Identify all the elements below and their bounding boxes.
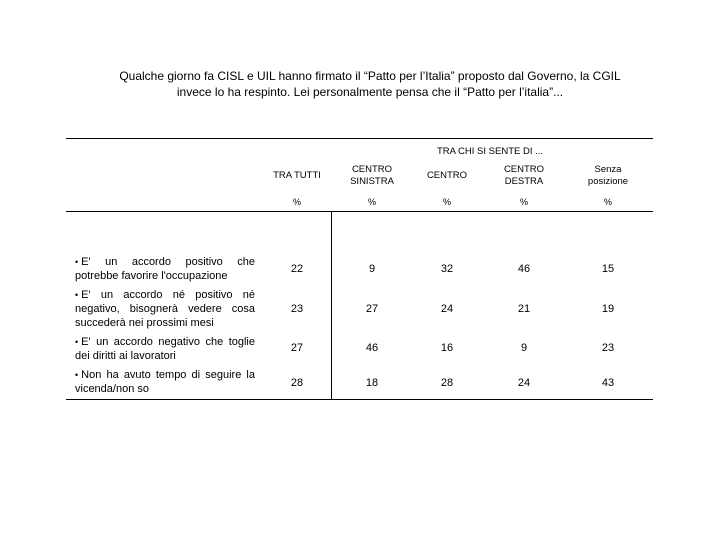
table-bottom-rule <box>66 399 653 400</box>
question-title <box>80 68 660 100</box>
table-row-label: • E' un accordo positivo che potrebbe favorire l'occupazione <box>75 256 255 282</box>
table-row-label: • E' un accordo né positivo né negativo, bisognerà vedere cosa succederà nei prossimi mesi <box>75 289 255 329</box>
col-header-centro-sinistra: CENTRO SINISTRA <box>350 164 394 187</box>
group-header: TRA CHI SI SENTE DI ... <box>436 146 544 157</box>
question-title-line-2: invece lo ha respinto. Lei personalmente pensa che il “Patto per l’italia”... <box>176 85 564 99</box>
row3-centro: 16 <box>440 342 454 354</box>
col-header-tra-tutti: TRA TUTTI <box>273 170 321 181</box>
row2-centro-destra: 21 <box>517 303 531 315</box>
col-header-centro-destra: CENTRO DESTRA <box>503 164 545 187</box>
unit-centro-sinistra: % <box>367 197 376 207</box>
table-row-label: • E' un accordo negativo che toglie dei diritti ai lavoratori <box>75 336 255 362</box>
table-top-rule <box>66 138 653 139</box>
bullet-icon: • <box>75 337 79 347</box>
row1-centro-destra: 46 <box>517 263 531 275</box>
row1-centro: 32 <box>440 263 454 275</box>
row1-centro-sinistra: 9 <box>368 263 376 275</box>
col-header-centro: CENTRO <box>426 170 468 181</box>
header-bottom-rule <box>66 211 653 212</box>
row2-tra-tutti: 23 <box>290 303 304 315</box>
table-row-label: • Non ha avuto tempo di seguire la vicenda/non so <box>75 369 255 395</box>
bullet-icon: • <box>75 370 79 380</box>
row1-senza-posizione: 15 <box>601 263 615 275</box>
row2-centro: 24 <box>440 303 454 315</box>
row4-centro-sinistra: 18 <box>365 377 379 389</box>
unit-tra-tutti: % <box>292 197 301 207</box>
bullet-icon: • <box>75 290 79 300</box>
row2-centro-sinistra: 27 <box>365 303 379 315</box>
row4-centro: 28 <box>440 377 454 389</box>
row4-centro-destra: 24 <box>517 377 531 389</box>
row3-centro-destra: 9 <box>520 342 528 354</box>
row3-centro-sinistra: 46 <box>365 342 379 354</box>
row3-tra-tutti: 27 <box>290 342 304 354</box>
unit-centro: % <box>442 197 451 207</box>
row4-tra-tutti: 28 <box>290 377 304 389</box>
bullet-icon: • <box>75 257 79 267</box>
question-title-line-1: Qualche giorno fa CISL e UIL hanno firmato il “Patto per l’Italia” proposto dal Governo, la CGIL <box>119 69 621 83</box>
column-divider <box>331 212 332 399</box>
row4-senza-posizione: 43 <box>601 377 615 389</box>
unit-senza-posizione: % <box>603 197 612 207</box>
row2-senza-posizione: 19 <box>601 303 615 315</box>
unit-centro-destra: % <box>519 197 528 207</box>
col-header-senza-posizione: Senza posizione <box>587 164 629 187</box>
row3-senza-posizione: 23 <box>601 342 615 354</box>
row1-tra-tutti: 22 <box>290 263 304 275</box>
